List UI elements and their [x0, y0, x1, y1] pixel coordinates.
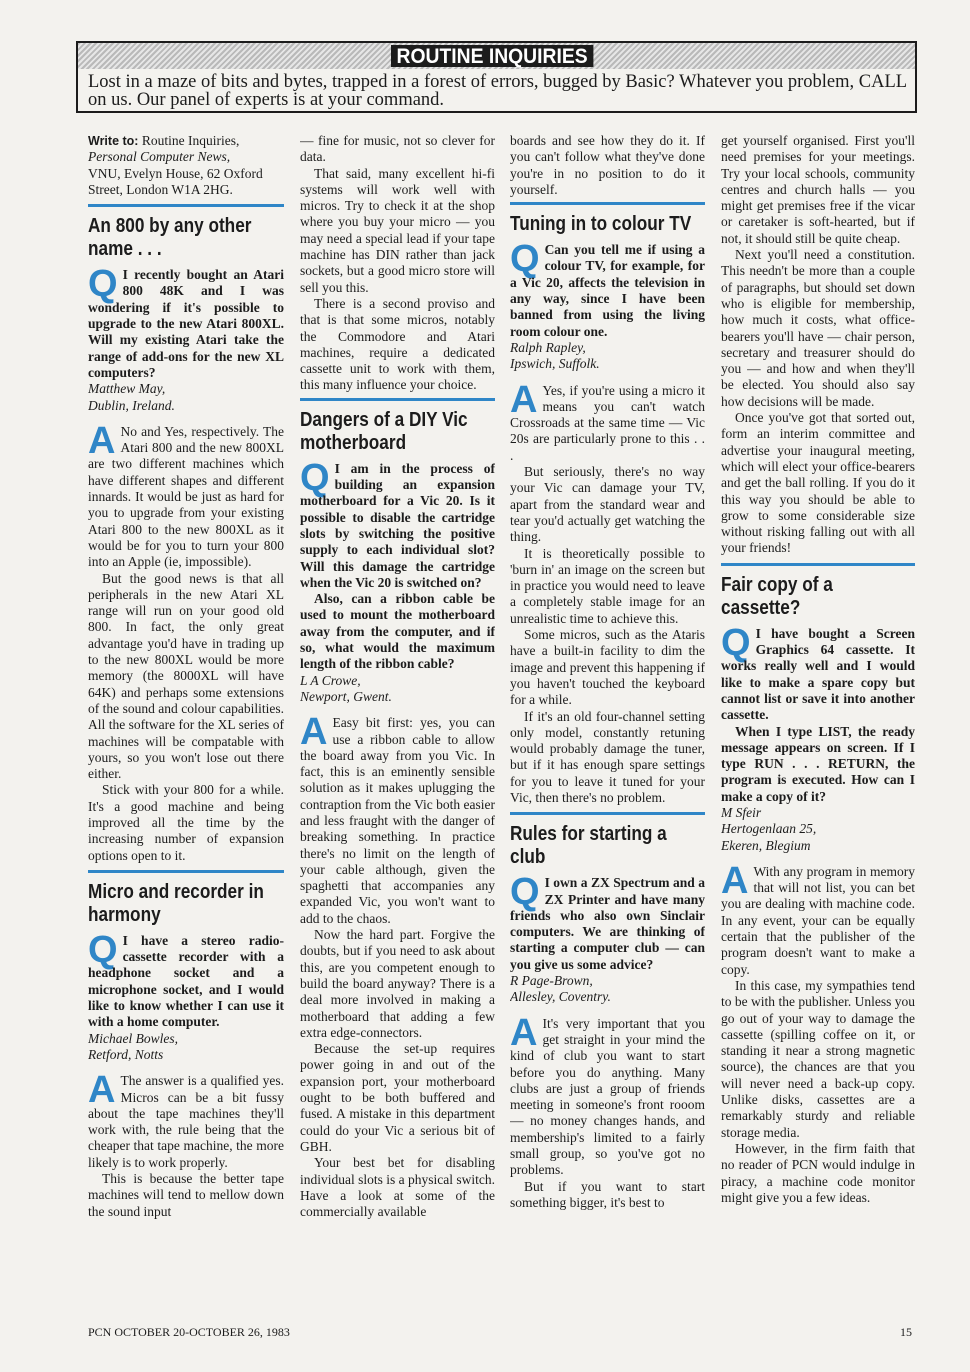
- reader-signature: Michael Bowles, Retford, Notts: [88, 1030, 178, 1062]
- reader-signature: M Sfeir Hertogenlaan 25, Ekeren, Blegium: [721, 804, 817, 853]
- article-title: An 800 by any other name . . .: [88, 215, 252, 261]
- answer-paragraph: Some micros, such as the Ataris have a built-in facility to dim the image and prevent this happening if you haven't touched the keyboard for a while.: [510, 627, 705, 708]
- header-box: [76, 41, 917, 113]
- column-1: [88, 133, 284, 1313]
- write-to-magazine: Personal Computer News,: [88, 149, 231, 165]
- answer-paragraph: In this case, my sympathies tend to be with the publisher. Unless you go out of your way to damage the cassette (spilling coffee on it, or standing it near a strong magnetic source), the chances are that you will never need a back-up copy. Unlike disks, cassettes are a remarkably sturdy and reliable storage media.: [721, 977, 915, 1140]
- answer-continued: boards and see how they do it. If you can't follow what they've done you're in no position to do it yourself.: [510, 133, 705, 197]
- article-title: Dangers of a DIY Vic motherboard: [300, 408, 468, 454]
- q-initial: Q: [721, 621, 751, 664]
- question: Q I recently bought an Atari 800 48K and I was wondering if it's possible to upgrade to the new Atari 800XL. Will my existing Atari take the range of add-ons for the new XL computers?: [88, 263, 284, 380]
- a-initial: A: [510, 1011, 538, 1054]
- reader-signature: L A Crowe, Newport, Gwent.: [300, 672, 392, 704]
- write-to: Write to: Routine Inquiries,: [88, 133, 240, 148]
- answer: A The answer is a qualified yes. Micros can be a bit fussy about the tape machines they'll work with, the rule being that the cheaper that tape machine, the more likely is to work properly.: [88, 1069, 284, 1170]
- answer-paragraph: Now the hard part. Forgive the doubts, but if you need to ask about this, are you competent enough to build the board anyway? There is a deal more involved in making a motherboard that adding a few extra edge-connectors.: [300, 927, 495, 1040]
- answer-paragraph: But the good news is that all peripherals in the new Atari XL range will run on your good old 800. In fact, the only great advantage you'd have in trading up to the new 800XL would be more memory (the 8000XL will have 64K) and perhaps some extensions of the sound and colour capabilities. All the software for the XL series of machines will be compatable with yours, so you won't lose out there either.: [88, 570, 284, 782]
- answer: A With any program in memory that will not list, you can bet you are dealing with machine code. In any event, your can be equally certain that the publisher of the program doesn't want to make a copy.: [721, 859, 915, 977]
- answer: A Easy bit first: yes, you can use a ribbon cable to allow the board away from you Vic. In fact, this is an eminently sensible solution as it makes uplugging the contraption from the Vic both easier and less fraught with the danger of breaking something. In practice there's no limit on the length of your cable although, given the spaghetti that accompanies any expanded Vic, you won't want to add to the chaos.: [300, 711, 495, 926]
- answer-paragraph: But seriously, there's no way your Vic can damage your TV, apart from the standard wear and tear you'd actually get watching the thing.: [510, 464, 705, 545]
- reader-signature: R Page-Brown, Allesley, Coventry.: [510, 973, 611, 1005]
- divider: [510, 812, 705, 815]
- column-3: [510, 133, 705, 1313]
- answer-paragraph: Once you've got that sorted out, form an interim committee and advertise your inaugural meeting, which will elect your office-bearers and get the ball rolling. If you do it this way you should be able to grow to some considerable size without risking falling out with all your friends!: [721, 410, 915, 556]
- answer: A No and Yes, respectively. The Atari 800 and the new 800XL are two different machines which have different shapes and different innards. It would be just as hard for you to upgrade from your existing Atari 800 to the new 800XL as it would be for you to turn your 800 into an Apple (ie, impossible).: [88, 419, 284, 570]
- answer-continued: — fine for music, not so clever for data.: [300, 133, 495, 165]
- answer-paragraph: But if you want to start something bigger, it's best to: [510, 1178, 705, 1210]
- q-initial: Q: [88, 928, 118, 971]
- answer-paragraph: Your best bet for disabling individual slots is a physical switch. Have a look at some of the commercially available: [300, 1155, 495, 1220]
- answer-paragraph: Stick with your 800 for a while. It's a good machine and being improved all the time by the increasing number of expansion options open to it.: [88, 782, 284, 863]
- q-initial: Q: [300, 456, 330, 499]
- question: Q I have bought a Screen Graphics 64 cassette. It works really well and I would like to make a spare copy but cannot list or save it into another cassette.: [721, 621, 915, 723]
- question-paragraph: When I type LIST, the ready message appears on screen. If I type RUN . . . RETURN, the program is executed. How can I make a copy of it?: [721, 723, 915, 804]
- q-initial: Q: [88, 263, 118, 306]
- q-initial: Q: [510, 871, 540, 914]
- question: Q I am in the process of building an expansion motherboard for a Vic 20. Is it possible to disable the cartridge slots by switching the positive supply to each individual slot? Will this damage the cartridge when the Vic 20 is switched on?: [300, 456, 495, 590]
- answer-continued: get yourself organised. First you'll need premises for your meetings. Try your local schools, community centres and church halls — you might get premises free if the vicar or caretaker is soft-hearted, but if not, it should still be quite cheap.: [721, 133, 915, 246]
- write-to-address: VNU, Evelyn House, 62 Oxford Street, London W1A 2HG.: [88, 165, 263, 197]
- answer-paragraph: If it's an old four-channel setting only model, constantly retuning would probably damage the tuner, but if it has enough spare settings for you to leave it tuned for your Vic, then there's no problem.: [510, 708, 705, 805]
- answer-paragraph: This is because the better tape machines will tend to mellow down the sound input: [88, 1171, 284, 1219]
- divider: [88, 204, 284, 207]
- a-initial: A: [300, 711, 328, 754]
- column-2: [300, 133, 495, 1313]
- answer-paragraph: Next you'll need a constitution. This needn't be more than a couple of paragraphs, but should set down who is eligible for membership, how much it costs, what office-bearers you'll have — chair person, secretary and treasurer should do you — and how and when they'll be elected. You should also say how decisions will be made.: [721, 247, 915, 409]
- answer-paragraph: However, in the firm faith that no reader of PCN would indulge in piracy, a machine code monitor might give you a few ideas.: [721, 1140, 915, 1205]
- divider: [510, 202, 705, 205]
- answer: A Yes, if you're using a micro it means you can't watch Crossroads at the same time — Vic 20s are particularly prone to this . . .: [510, 378, 705, 463]
- section-title: ROUTINE INQUIRIES: [391, 45, 593, 67]
- question: Q I own a ZX Spectrum and a ZX Printer and have many friends who also own Sinclair computers. We are thinking of starting a computer club — can you give us some advice?: [510, 871, 705, 972]
- question: Q I have a stereo radio-cassette recorder with a headphone socket and a microphone socket, and I would like to know whether I can use it with a home computer.: [88, 928, 284, 1030]
- reader-signature: Matthew May, Dublin, Ireland.: [88, 381, 175, 413]
- write-to-label: Write to:: [88, 134, 139, 148]
- divider: [300, 398, 495, 401]
- a-initial: A: [510, 378, 538, 421]
- section-intro: Lost in a maze of bits and bytes, trapped in a forest of errors, bugged by Basic? Whatever you problem, CALL on us. Our panel of experts is at your command.: [88, 72, 907, 110]
- answer-paragraph: It is theoretically possible to 'burn in' an image on the screen but in practice you would need to leave a completely stable image for an unrealistic time to achieve this.: [510, 545, 705, 626]
- q-initial: Q: [510, 238, 540, 281]
- answer: A It's very important that you get straight in your mind the kind of club you want to start before you do anything. Many clubs are just a group of friends meeting in someone's front rooom — no money changes hands, and membership's limited to a fairly small group, so you've got no problems.: [510, 1011, 705, 1178]
- column-4: [721, 133, 915, 1313]
- answer-paragraph: That said, many excellent hi-fi systems will work well with micros. Try to check it at the shop where you buy your micro — you may need a special lead if your tape machine has DIN rather than jack sockets, but a good micro store will sell you this.: [300, 165, 495, 295]
- page-number: 15: [900, 1325, 912, 1339]
- a-initial: A: [88, 419, 116, 462]
- answer-paragraph: There is a second proviso and that is that some micros, notably the Commodore and Atari machines, require a dedicated cassette unit to work with them, this many influence your choice.: [300, 295, 495, 393]
- question-paragraph: Also, can a ribbon cable be used to mount the motherboard away from the computer, and if so, what would the maximum length of the ribbon cable?: [300, 591, 495, 672]
- divider: [88, 870, 284, 873]
- article-title: Fair copy of a cassette?: [721, 573, 833, 619]
- article-title: Tuning in to colour TV: [510, 213, 692, 236]
- a-initial: A: [88, 1069, 116, 1112]
- article-title: Micro and recorder in harmony: [88, 880, 264, 926]
- a-initial: A: [721, 859, 749, 902]
- footer-issue: PCN OCTOBER 20-OCTOBER 26, 1983: [88, 1325, 290, 1339]
- reader-signature: Ralph Rapley, Ipswich, Suffolk.: [510, 339, 600, 372]
- answer-paragraph: Because the set-up requires power going in and out of the expansion port, your motherboard ought to be both buffered and fused. A mistake in this department could do your Vic a serious bit of GBH.: [300, 1041, 495, 1154]
- divider: [721, 563, 915, 566]
- article-title: Rules for starting a club: [510, 823, 667, 869]
- question: Q Can you tell me if using a colour TV, for example, for a Vic 20, affects the television in any way, since I have been banned from using the living room colour one.: [510, 238, 705, 339]
